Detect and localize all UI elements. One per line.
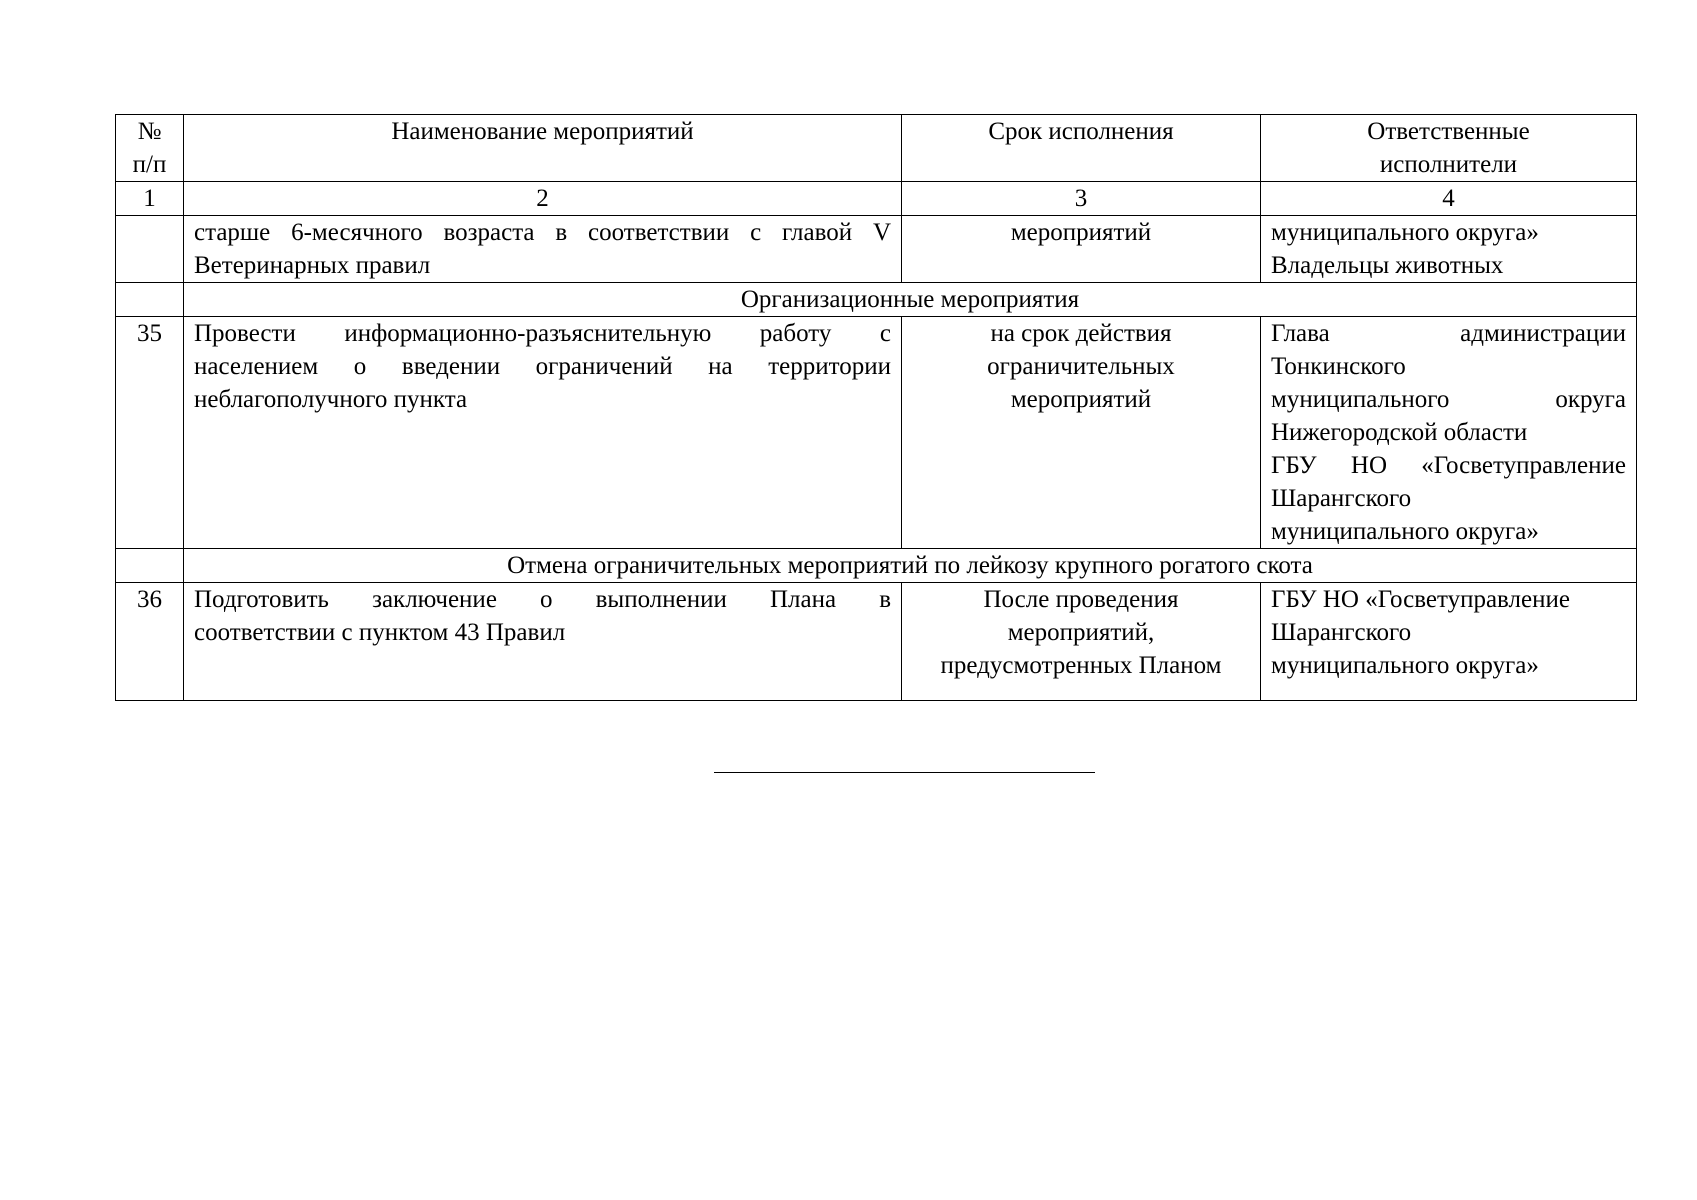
document-end-rule: [714, 772, 1095, 773]
section-row: [116, 549, 1637, 583]
measure-name-cell: Провести информационно-разъяснительную работу с населением о введении ограничений на территории неблагополучного пункта: [184, 317, 902, 549]
row-number-cell: [116, 549, 184, 583]
table-row: [116, 583, 1637, 701]
measure-name-cell: старше 6-месячного возраста в соответствии с главой V Ветеринарных правил: [184, 216, 902, 283]
section-title: Отмена ограничительных мероприятий по лейкозу крупного рогатого скота: [184, 549, 1637, 583]
row-number-cell: [116, 216, 184, 283]
deadline-cell: После проведения мероприятий, предусмотренных Планом: [902, 583, 1261, 701]
measures-table: [115, 114, 1637, 701]
deadline-cell: на срок действия ограничительных мероприятий: [902, 317, 1261, 549]
deadline-cell: мероприятий: [902, 216, 1261, 283]
row-number-cell: 35: [116, 317, 184, 549]
row-number-cell: [116, 283, 184, 317]
header-deadline: Срок исполнения: [902, 115, 1261, 182]
table-header-row: [116, 115, 1637, 182]
table-row-continued: [116, 216, 1637, 283]
header-measure-name: Наименование мероприятий: [184, 115, 902, 182]
column-index: 1: [116, 182, 184, 216]
row-number-cell: 36: [116, 583, 184, 701]
responsible-cell: Глава администрации Тонкинского муниципального округа Нижегородской области ГБУ НО «Госветуправление Шарангского муниципального округа»: [1261, 317, 1637, 549]
table-row: [116, 317, 1637, 549]
section-title: Организационные мероприятия: [184, 283, 1637, 317]
responsible-cell: ГБУ НО «Госветуправление Шарангского муниципального округа»: [1261, 583, 1637, 701]
header-number: № п/п: [116, 115, 184, 182]
column-index: 3: [902, 182, 1261, 216]
section-row: [116, 283, 1637, 317]
measure-name-cell: Подготовить заключение о выполнении Плана в соответствии с пунктом 43 Правил: [184, 583, 902, 701]
header-responsible: Ответственные исполнители: [1261, 115, 1637, 182]
column-index-row: [116, 182, 1637, 216]
column-index: 4: [1261, 182, 1637, 216]
responsible-cell: муниципального округа» Владельцы животных: [1261, 216, 1637, 283]
column-index: 2: [184, 182, 902, 216]
